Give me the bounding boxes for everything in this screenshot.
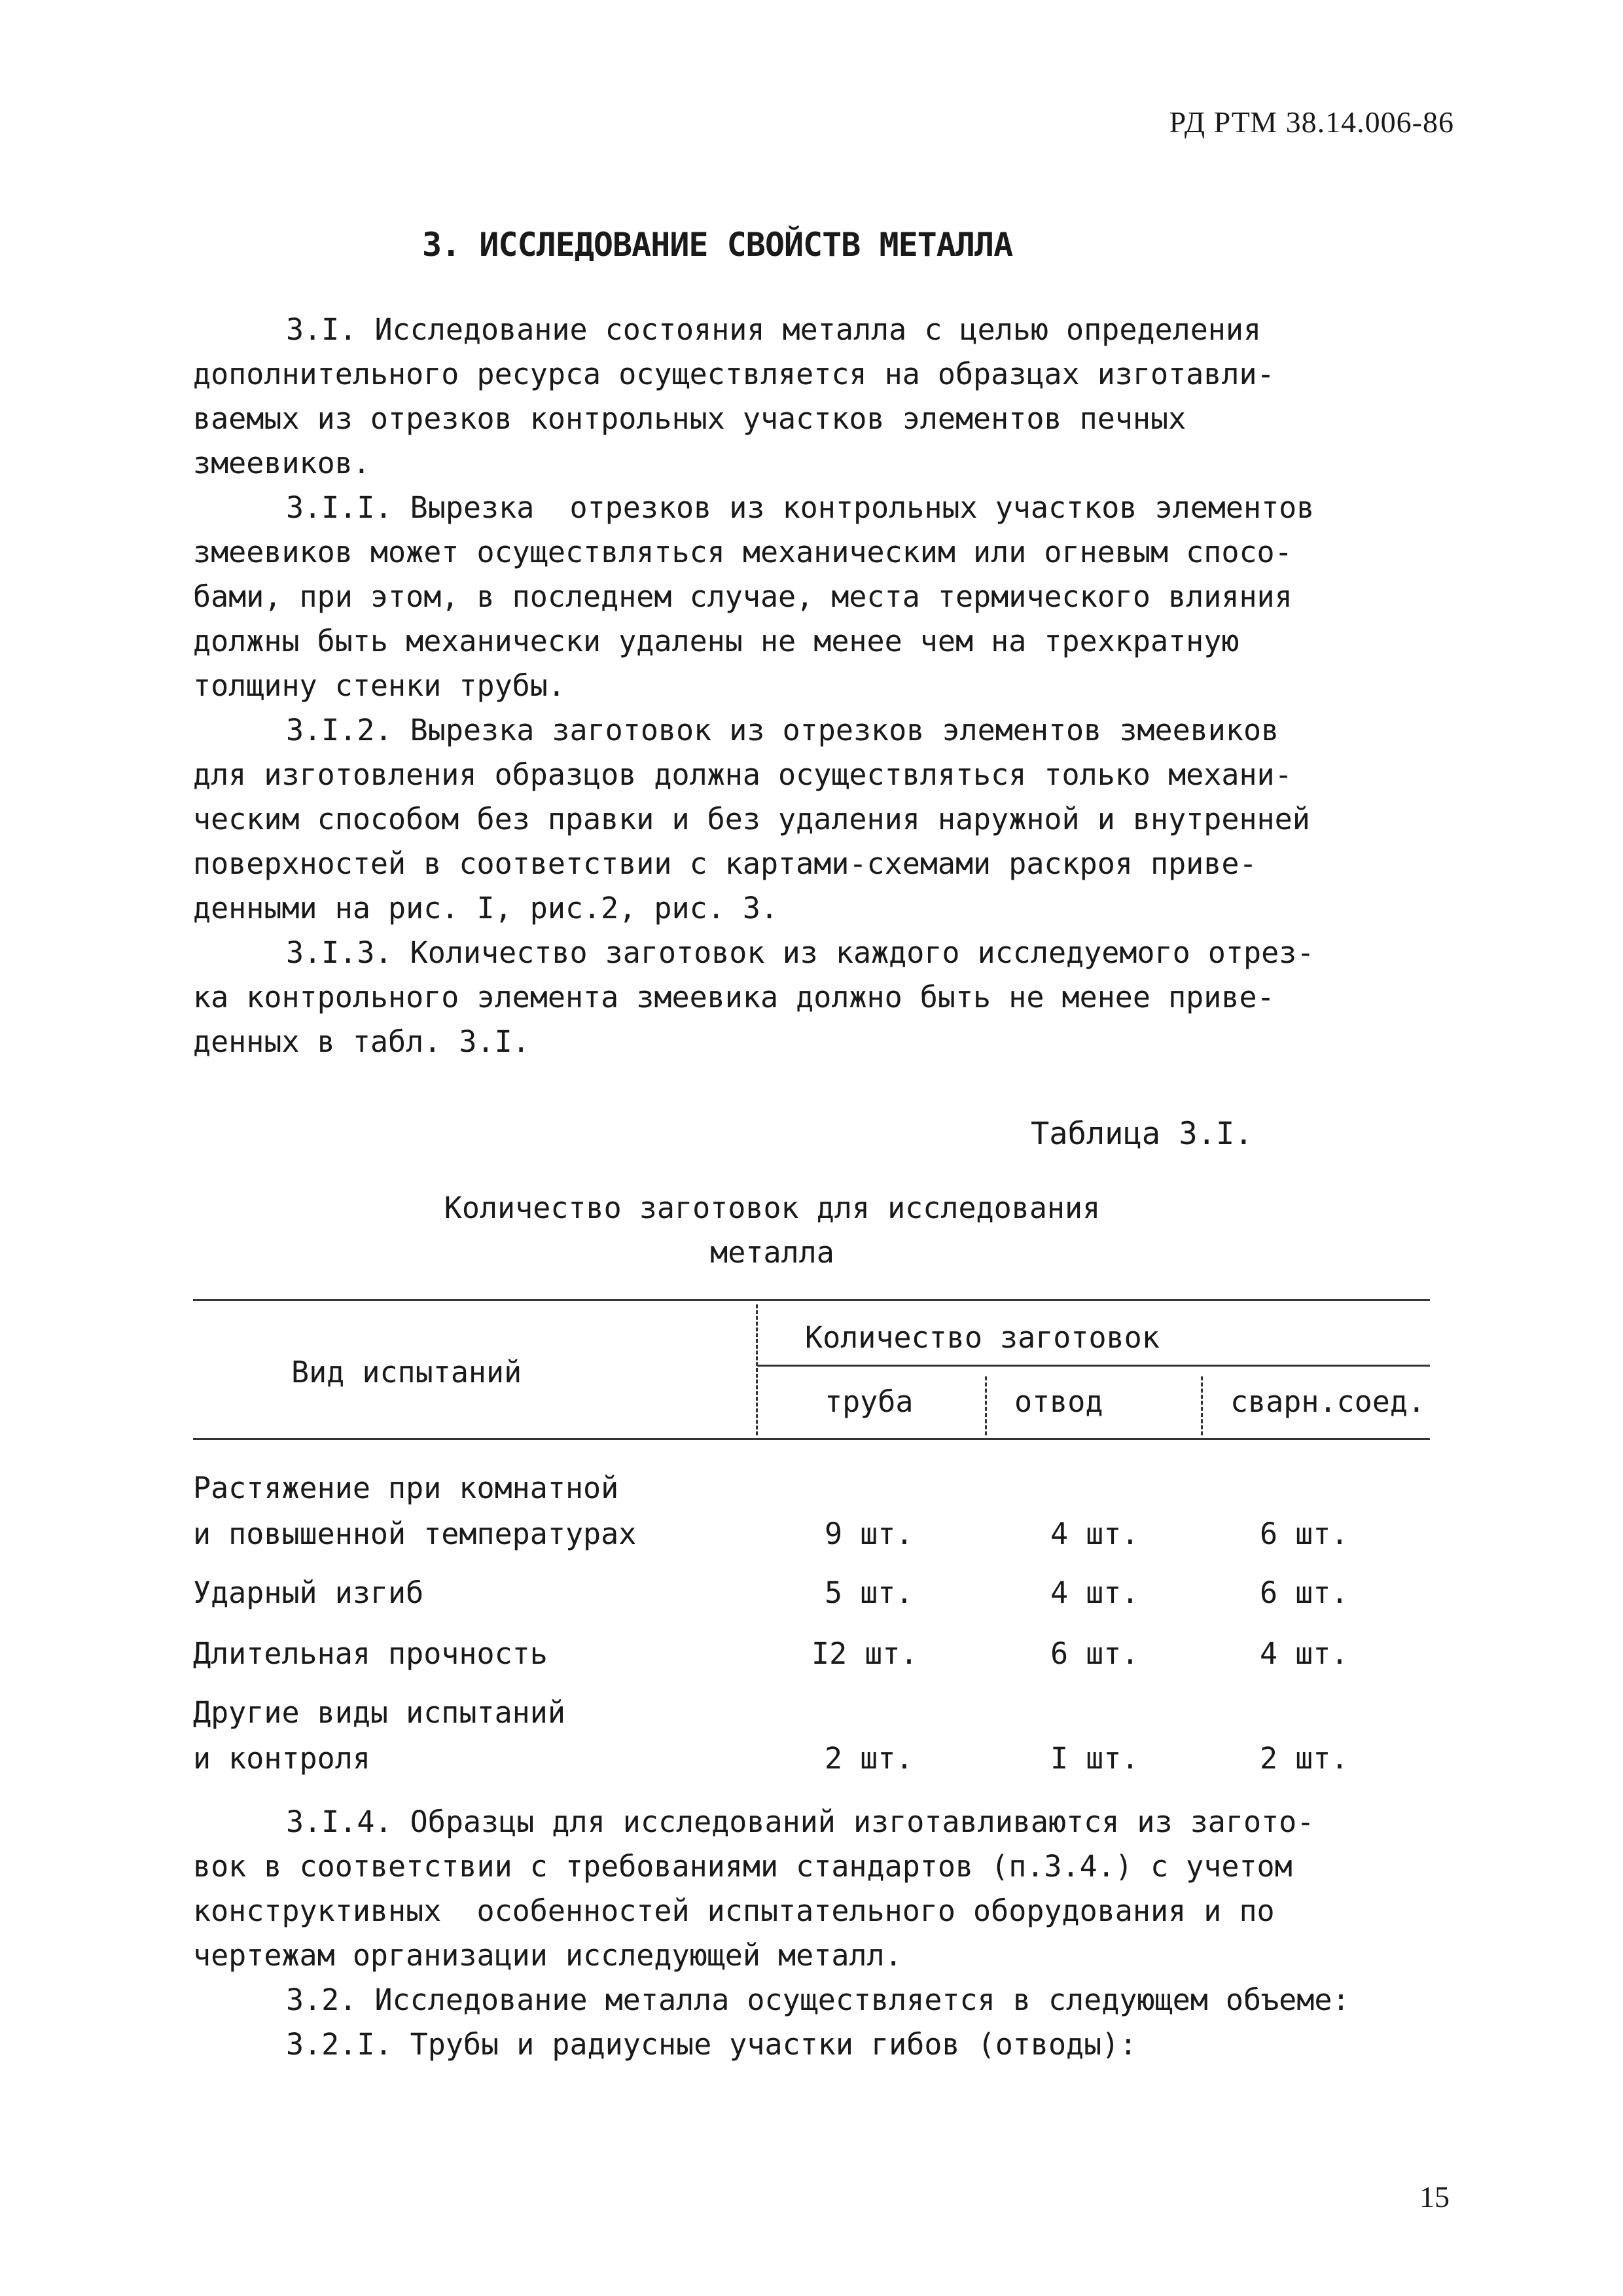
table-cell-type: Растяжение при комнатной — [193, 1471, 619, 1505]
paragraph-line: ческим способом без правки и без удаления наружной и внутренней — [193, 802, 1310, 836]
paragraph-line: вок в соответствии с требованиями стандартов (п.3.4.) с учетом — [193, 1849, 1293, 1884]
table-cell-weld: 6 шт. — [1260, 1575, 1349, 1610]
table-title-line: Количество заготовок для исследования — [444, 1191, 1101, 1225]
table-cell-type: и повышенной температурах — [193, 1516, 637, 1551]
page-number: 15 — [1419, 2180, 1450, 2214]
paragraph-line: денными на рис. I, рис.2, рис. 3. — [193, 891, 779, 925]
table-cell-weld: 6 шт. — [1260, 1516, 1349, 1551]
table-cell-bend: 6 шт. — [1050, 1636, 1139, 1671]
table-header-rule — [193, 1438, 1430, 1446]
paragraph-3-1-2 — [193, 708, 1423, 931]
table-cell-pipe: I2 шт. — [812, 1636, 918, 1671]
table-top-rule — [193, 1299, 1430, 1308]
paragraph-3-1-3 — [193, 931, 1423, 1064]
paragraph-line: бами, при этом, в последнем случае, места термического влияния — [193, 579, 1293, 614]
paragraph-line: змеевиков. — [193, 446, 370, 480]
table-header-weld: сварн.соед. — [1230, 1384, 1426, 1419]
table-header-group: Количество заготовок — [805, 1320, 1160, 1355]
table-cell-bend: 4 шт. — [1050, 1516, 1139, 1551]
table-cell-type: Другие виды испытаний — [193, 1695, 565, 1730]
paragraph-line: 3.I. Исследование состояния металла с целью определения — [286, 312, 1262, 347]
paragraph-line: ка контрольного элемента змеевика должно быть не менее приве- — [193, 980, 1275, 1014]
paragraph-line: ваемых из отрезков контрольных участков элементов печных — [193, 401, 1186, 436]
table-column-divider — [1201, 1376, 1203, 1435]
table-cell-weld: 4 шт. — [1260, 1636, 1349, 1671]
paragraph-line: 3.I.3. Количество заготовок из каждого исследуемого отрез- — [286, 935, 1315, 970]
table-header-pipe: труба — [825, 1384, 914, 1419]
paragraph-line: поверхностей в соответствии с картами-схемами раскроя приве- — [193, 846, 1257, 881]
paragraph-line: 3.2.I. Трубы и радиусные участки гибов (отводы): — [286, 2027, 1137, 2062]
paragraph-line: 3.I.2. Вырезка заготовок из отрезков элементов змеевиков — [286, 713, 1279, 747]
paragraph-line: 3.I.4. Образцы для исследований изготавливаются из загото- — [286, 1804, 1315, 1839]
table-cell-type: Длительная прочность — [193, 1636, 548, 1671]
paragraph-line: чертежам организации исследующей металл. — [193, 1938, 902, 1973]
table-column-divider — [985, 1376, 987, 1435]
paragraph-line: толщину стенки трубы. — [193, 668, 565, 703]
paragraph-line: для изготовления образцов должна осуществляться только механи- — [193, 757, 1293, 792]
paragraph-line: конструктивных особенностей испытательного оборудования и по — [193, 1893, 1275, 1928]
paragraph-3-1-1 — [193, 486, 1423, 708]
section-title: 3. ИССЛЕДОВАНИЕ СВОЙСТВ МЕТАЛЛА — [422, 226, 1013, 264]
paragraph-line: денных в табл. 3.I. — [193, 1024, 530, 1059]
paragraph-line: 3.2. Исследование металла осуществляется в следующем объеме: — [286, 1982, 1350, 2017]
document-code: РД РТМ 38.14.006-86 — [1169, 105, 1454, 139]
table-cell-bend: I шт. — [1050, 1741, 1139, 1776]
table-header-bend: отвод — [1014, 1384, 1103, 1419]
body-paragraphs — [193, 308, 1423, 1064]
paragraph-line: должны быть механически удалены не менее чем на трехкратную — [193, 624, 1240, 658]
table-subheader-rule — [757, 1365, 1430, 1373]
table-title-line: металла — [710, 1235, 834, 1270]
table-title — [422, 1186, 1122, 1275]
tail-paragraphs — [193, 1800, 1430, 2067]
paragraph-line: змеевиков может осуществляться механическим или огневым спосо- — [193, 535, 1293, 569]
table-caption: Таблица 3.I. — [1031, 1116, 1253, 1152]
table-cell-type: Ударный изгиб — [193, 1575, 424, 1610]
table-cell-weld: 2 шт. — [1260, 1741, 1349, 1776]
paragraph-line: 3.I.I. Вырезка отрезков из контрольных участков элементов — [286, 490, 1315, 525]
table-cell-pipe: 2 шт. — [825, 1741, 914, 1776]
table-cell-bend: 4 шт. — [1050, 1575, 1139, 1610]
paragraph-line: дополнительного ресурса осуществляется на образцах изготавли- — [193, 357, 1275, 391]
paragraph-3-1 — [193, 308, 1423, 486]
table-cell-pipe: 5 шт. — [825, 1575, 914, 1610]
table-header-type: Вид испытаний — [291, 1355, 522, 1390]
table-cell-type: и контроля — [193, 1741, 370, 1776]
table-cell-pipe: 9 шт. — [825, 1516, 914, 1551]
